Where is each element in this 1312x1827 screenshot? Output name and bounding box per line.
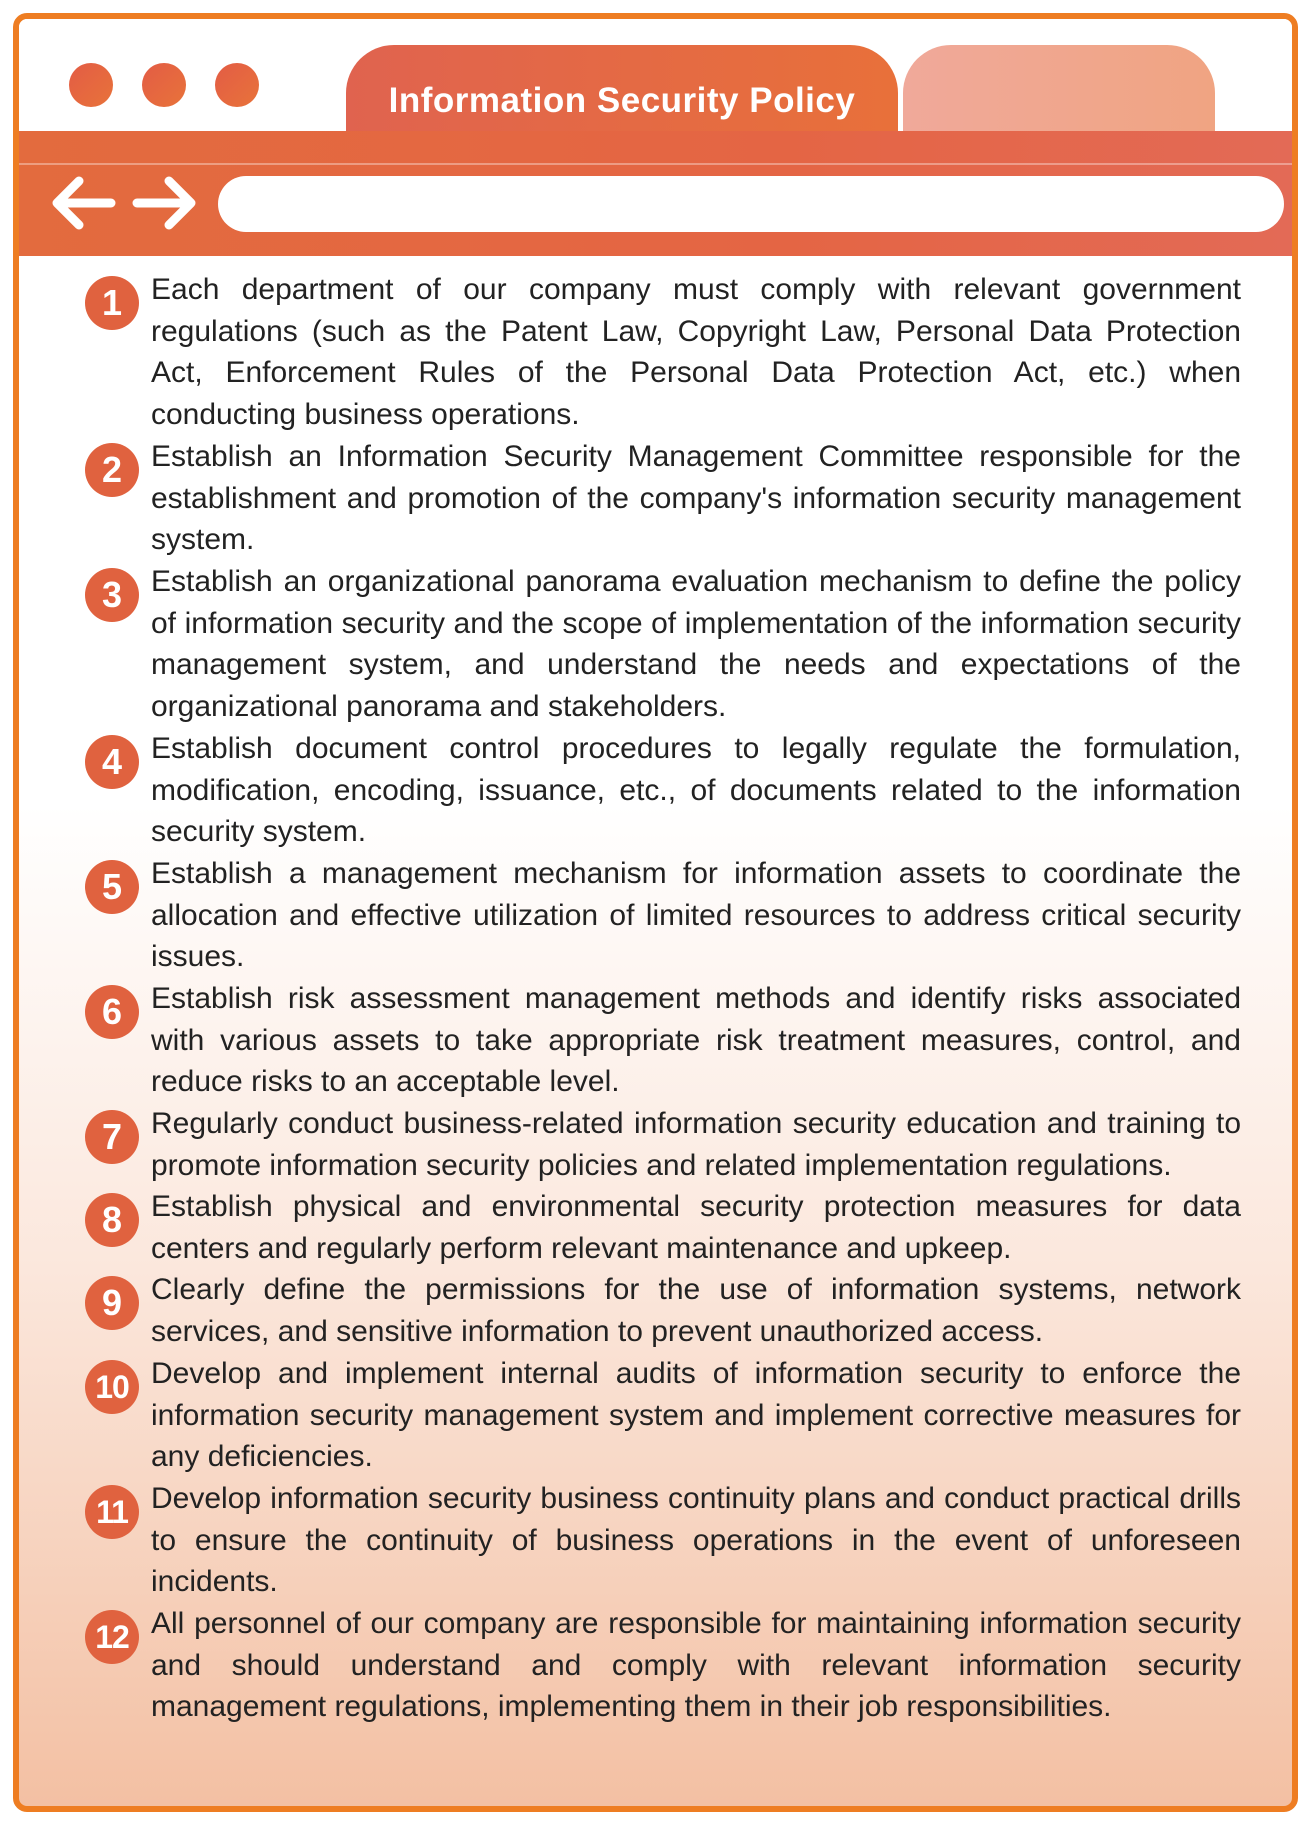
policy-item xyxy=(151,269,1241,435)
item-number-badge: 9 xyxy=(85,1276,139,1330)
policy-item-text: Establish an Information Security Management Committee responsible for the establishment and promotion of the company's information security management system. xyxy=(151,440,1241,556)
item-number-badge: 3 xyxy=(85,568,139,622)
policy-item-text: Establish physical and environmental security protection measures for data centers and regularly perform relevant maintenance and upkeep. xyxy=(151,1190,1241,1265)
policy-item xyxy=(151,853,1241,978)
policy-item xyxy=(151,561,1241,727)
tab-inactive[interactable] xyxy=(903,45,1215,139)
item-number-badge: 6 xyxy=(85,985,139,1039)
tab-information-security-policy[interactable] xyxy=(346,45,898,139)
policy-item-text: Establish an organizational panorama evaluation mechanism to define the policy of information security and the scope of implementation of the information security management system, and understand the needs and expectations of the organizational panorama and stakeholders. xyxy=(151,565,1241,723)
policy-item-text: Each department of our company must comply with relevant government regulations (such as the Patent Law, Copyright Law, Personal Data Protection Act, Enforcement Rules of the Personal Data Protection Act, etc.) when conducting business operations. xyxy=(151,273,1241,431)
policy-item xyxy=(151,1186,1241,1269)
item-number-badge: 10 xyxy=(85,1360,139,1414)
item-number-badge: 2 xyxy=(85,443,139,497)
item-number-badge: 4 xyxy=(85,735,139,789)
window-maximize-dot[interactable] xyxy=(215,63,259,107)
policy-item xyxy=(151,436,1241,561)
window-close-dot[interactable] xyxy=(69,63,113,107)
policy-item-text: Develop and implement internal audits of information security to enforce the information security management system and implement corrective measures for any deficiencies. xyxy=(151,1357,1241,1473)
item-number-badge: 1 xyxy=(85,276,139,330)
navigation-toolbar xyxy=(19,131,1292,256)
policy-item xyxy=(151,1478,1241,1603)
toolbar-divider xyxy=(19,163,1292,165)
window-minimize-dot[interactable] xyxy=(142,63,186,107)
policy-item-text: Establish risk assessment management methods and identify risks associated with various assets to take appropriate risk treatment measures, control, and reduce risks to an acceptable level. xyxy=(151,982,1241,1098)
policy-item-text: Establish document control procedures to legally regulate the formulation, modification, encoding, issuance, etc., of documents related to the information security system. xyxy=(151,732,1241,848)
plus-icon[interactable]: + xyxy=(1238,69,1270,129)
policy-item xyxy=(151,728,1241,853)
policy-item xyxy=(151,1103,1241,1186)
policy-item-text: All personnel of our company are responsible for maintaining information security and should understand and comply with relevant information security management regulations, implementing them in their job responsibilities. xyxy=(151,1607,1241,1723)
policy-item-text: Clearly define the permissions for the use of information systems, network services, and sensitive information to prevent unauthorized access. xyxy=(151,1273,1241,1348)
policy-item-text: Develop information security business continuity plans and conduct practical drills to ensure the continuity of business operations in the event of unforeseen incidents. xyxy=(151,1482,1241,1598)
browser-window xyxy=(13,13,1298,1812)
address-bar[interactable] xyxy=(218,176,1284,232)
item-number-badge: 7 xyxy=(85,1110,139,1164)
item-number-badge: 11 xyxy=(85,1485,139,1539)
item-number-badge: 8 xyxy=(85,1193,139,1247)
arrow-right-icon[interactable] xyxy=(127,173,203,233)
policy-item xyxy=(151,1353,1241,1478)
policy-item xyxy=(151,978,1241,1103)
policy-item xyxy=(151,1269,1241,1352)
item-number-badge: 12 xyxy=(85,1610,139,1664)
item-number-badge: 5 xyxy=(85,860,139,914)
policy-item-text: Establish a management mechanism for information assets to coordinate the allocation and effective utilization of limited resources to address critical security issues. xyxy=(151,857,1241,973)
policy-item-text: Regularly conduct business-related information security education and training to promote information security policies and related implementation regulations. xyxy=(151,1107,1241,1182)
policy-item xyxy=(151,1603,1241,1728)
tab-label: Information Security Policy xyxy=(388,81,856,120)
arrow-left-icon[interactable] xyxy=(45,173,121,233)
